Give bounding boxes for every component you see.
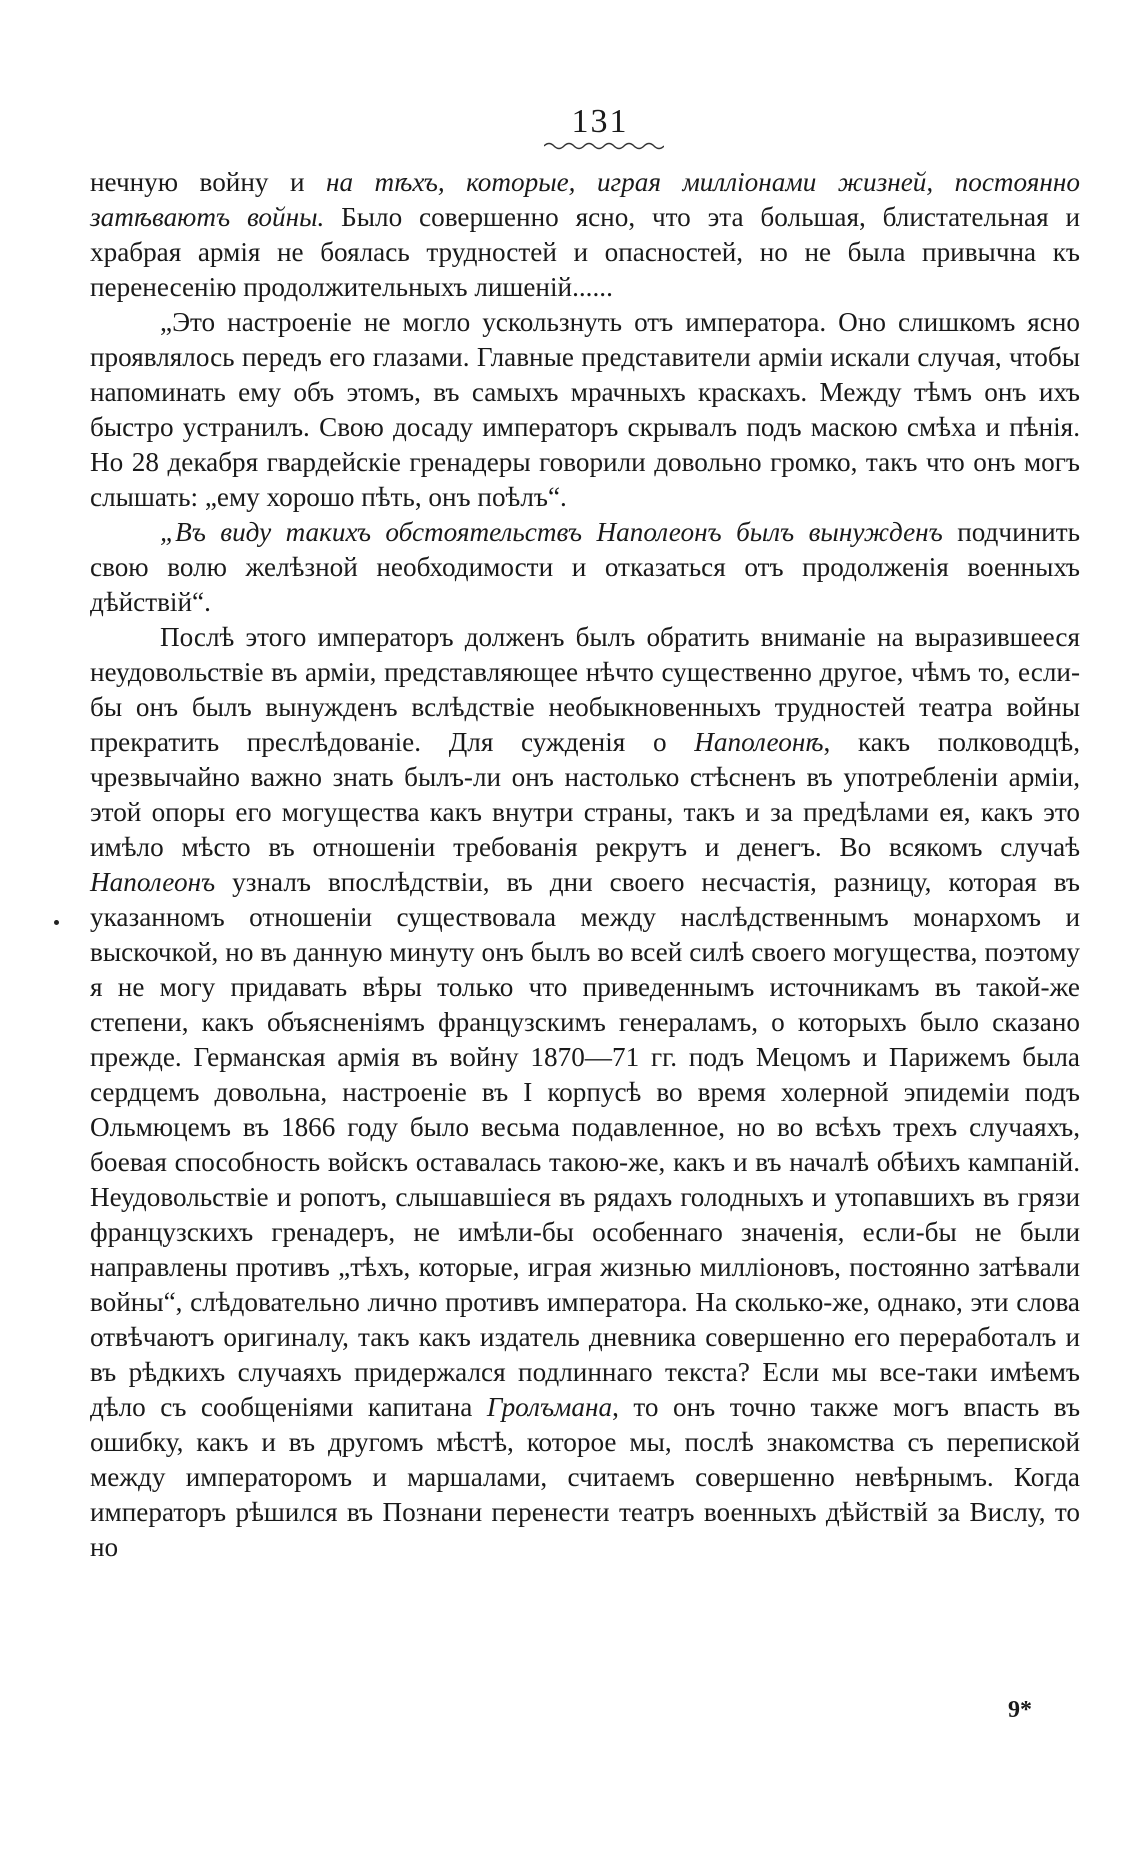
italic-text-segment: Гролъмана — [486, 1392, 613, 1422]
paragraph — [90, 620, 1080, 1565]
text-segment: , то онъ точно также могъ впасть въ ошибку, какъ и въ другомъ мѣстѣ, которое мы, послѣ знакомства съ перепиской между императоромъ и маршалами, считаемъ совершенно невѣрнымъ. Когда императоръ рѣшился въ Познани перенести театръ военныхъ дѣйствій за Вислу, то но — [90, 1392, 1080, 1562]
paragraph — [90, 305, 1080, 515]
italic-text-segment: Наполеонъ — [90, 867, 216, 897]
italic-text-segment: на тѣхъ, которые, играя милліонами жизней, постоянно затѣваютъ войны. — [90, 167, 1081, 232]
page-number: 131 — [571, 103, 629, 140]
body-text — [90, 165, 1080, 1565]
text-segment: „Это настроеніе не могло ускользнуть отъ императора. Оно слишкомъ ясно проявлялось передъ его глазами. Главные представители арміи искали случая, чтобы напоминать ему объ этомъ, въ самыхъ мрачныхъ краскахъ. Между тѣмъ онъ ихъ быстро устранилъ. Свою досаду императоръ скрывалъ подъ маскою смѣха и пѣнія. Но 28 декабря гвардейскіе гренадеры говорили довольно громко, такъ что онъ могъ слышать: „ему хорошо пѣть, онъ поѣлъ“. — [90, 307, 1080, 512]
paragraph — [90, 165, 1080, 305]
text-segment: Было совершенно ясно, что эта большая, блистательная и храбрая армія не боялась трудностей и опасностей, но не была привычна къ перенесенію продолжительныхъ лишеній...... — [90, 202, 1080, 302]
decorative-wave-rule — [544, 141, 664, 151]
page-header — [120, 105, 1080, 139]
italic-text-segment: „Въ виду такихъ обстоятельствъ Наполеонъ былъ вынужденъ — [160, 517, 943, 547]
signature-mark: 9* — [1008, 1697, 1032, 1723]
text-segment: подчинить свою волю желѣзной необходимости и отказаться отъ продолженія военныхъ дѣйствій“. — [90, 517, 1080, 617]
text-segment: нечную войну и — [90, 167, 326, 197]
text-segment: Послѣ этого императоръ долженъ былъ обратить вниманіе на выразившееся неудовольствіе въ арміи, представляющее нѣчто существенно другое, чѣмъ то, если-бы онъ былъ вынужденъ вслѣдствіе необыкновенныхъ трудностей театра войны прекратить преслѣдованіе. Для сужденія о — [90, 622, 1080, 757]
paragraph — [90, 515, 1080, 620]
book-page — [90, 105, 1080, 1805]
text-segment: , какъ полководцѣ, чрезвычайно важно знать былъ-ли онъ настолько стѣсненъ въ употребленіи арміи, этой опоры его могущества какъ внутри страны, такъ и за предѣлами ея, какъ это имѣло мѣсто въ отношеніи требованія рекрутъ и денегъ. Во всякомъ случаѣ — [90, 727, 1080, 862]
italic-text-segment: Наполеонѣ — [694, 727, 824, 757]
text-segment: узналъ впослѣдствіи, въ дни своего несчастія, разницу, которая въ указанномъ отношеніи существовала между наслѣдственнымъ монархомъ и выскочкой, но въ данную минуту онъ былъ во всей силѣ своего могущества, поэтому я не могу придавать вѣры только что приведеннымъ источникамъ въ такой-же степени, какъ объясненіямъ французскимъ генераламъ, о которыхъ было сказано прежде. Германская армія въ войну 1870—71 гг. подъ Мецомъ и Парижемъ была сердцемъ довольна, настроеніе въ I корпусѣ во время холерной эпидеміи подъ Ольмюцемъ въ 1866 году было весьма подавленное, но во всѣхъ трехъ случаяхъ, боевая способность войскъ оставалась такою-же, какъ и въ началѣ обѣихъ кампаній. Неудовольствіе и ропотъ, слышавшіеся въ рядахъ голодныхъ и утопавшихъ въ грязи французскихъ гренадеръ, не имѣли-бы особеннаго значенія, если-бы не были направлены противъ „тѣхъ, которые, играя жизнью милліоновъ, постоянно затѣвали войны“, слѣдовательно лично противъ императора. На сколько-же, однако, эти слова отвѣчаютъ оригиналу, такъ какъ издатель дневника совершенно его переработалъ и въ рѣдкихъ случаяхъ придержался подлиннаго текста? Если мы все-таки имѣемъ дѣло съ сообщеніями капитана — [90, 867, 1080, 1422]
margin-mark — [54, 920, 59, 925]
